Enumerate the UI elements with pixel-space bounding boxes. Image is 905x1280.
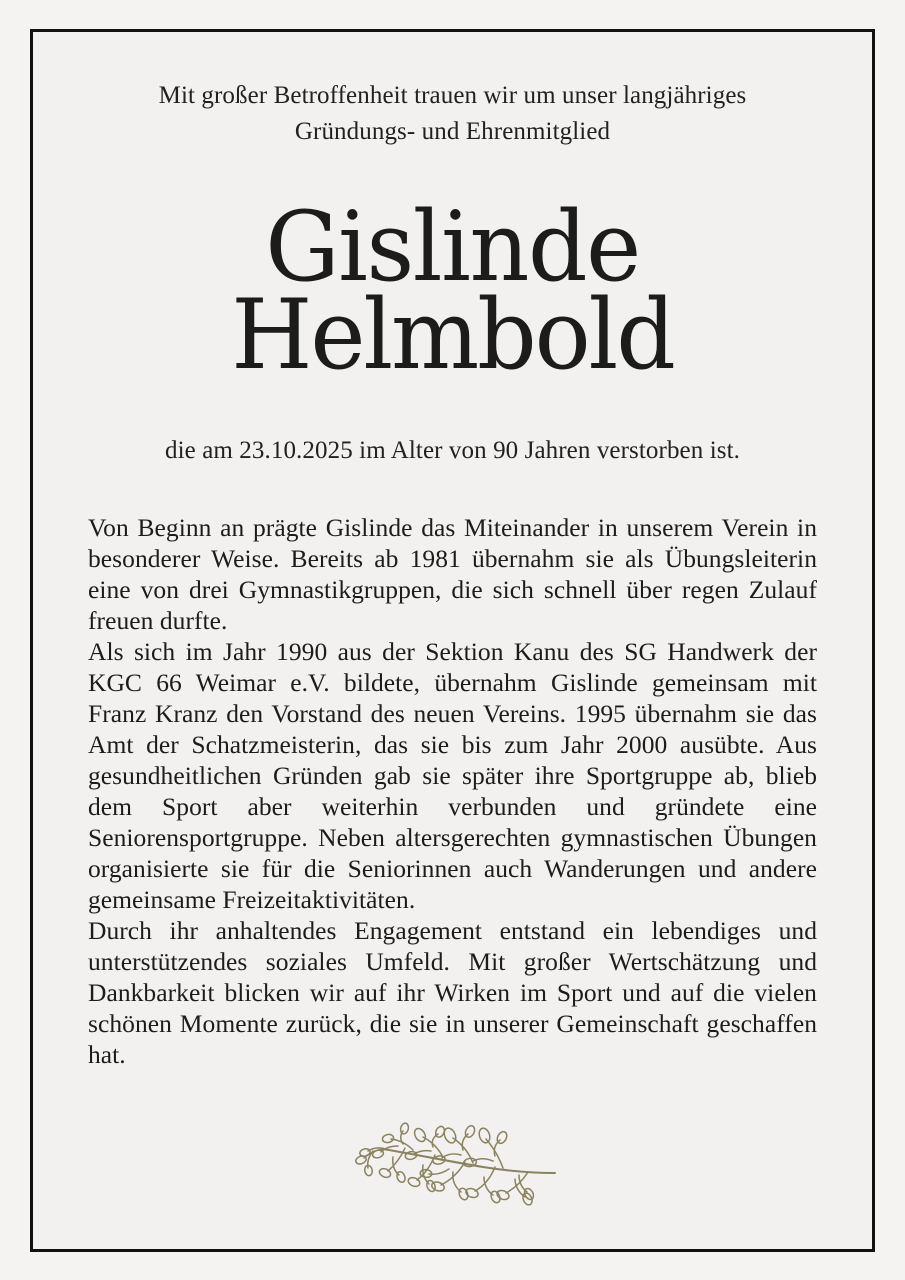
intro-line-1: Mit großer Betroffenheit trauen wir um unser langjähriges	[158, 82, 747, 109]
tribute-paragraph: Von Beginn an prägte Gislinde das Miteinander in unserem Verein in besonderer Weise. Bereits ab 1981 übernahm sie als Übungsleiterin eine von drei Gymnastikgruppen, die sich schnell über regen Zulauf freuen durfte.	[88, 513, 817, 636]
intro-text	[88, 78, 817, 151]
death-date-line: die am 23.10.2025 im Alter von 90 Jahren verstorben ist.	[165, 437, 740, 465]
deceased-name	[88, 190, 817, 391]
intro-line-2: Gründungs- und Ehrenmitglied	[294, 118, 611, 146]
deceased-first-name: Gislinde	[265, 190, 640, 303]
notice-frame-border	[30, 29, 875, 1252]
deceased-last-name: Helmbold	[231, 278, 674, 391]
notice-content	[88, 32, 817, 1249]
botanical-sprig-icon	[343, 1117, 563, 1221]
tribute-paragraph: Durch ihr anhaltendes Engagement entstand ein lebendiges und unterstützendes soziales Umfeld. Mit großer Wertschätzung und Dankbarkeit blicken wir auf ihr Wirken im Sport und auf die vielen schönen Momente zurück, die sie in unserer Gemeinschaft geschaffen hat.	[88, 915, 817, 1069]
ornament-area	[33, 1117, 872, 1221]
tribute-body	[88, 513, 817, 1070]
tribute-paragraph: Als sich im Jahr 1990 aus der Sektion Kanu des SG Handwerk der KGC 66 Weimar e.V. bildete, übernahm Gislinde gemeinsam mit Franz Kranz den Vorstand des neuen Vereins. 1995 übernahm sie das Amt der Schatzmeisterin, das sie bis zum Jahr 2000 ausübte. Aus gesundheitlichen Gründen gab sie später ihre Sportgruppe ab, blieb dem Sport aber weiterhin verbunden und gründete eine Seniorensportgruppe. Neben altersgerechten gymnastischen Übungen organisierte sie für die Seniorinnen auch Wanderungen und andere gemeinsame Freizeitaktivitäten.	[88, 637, 817, 914]
